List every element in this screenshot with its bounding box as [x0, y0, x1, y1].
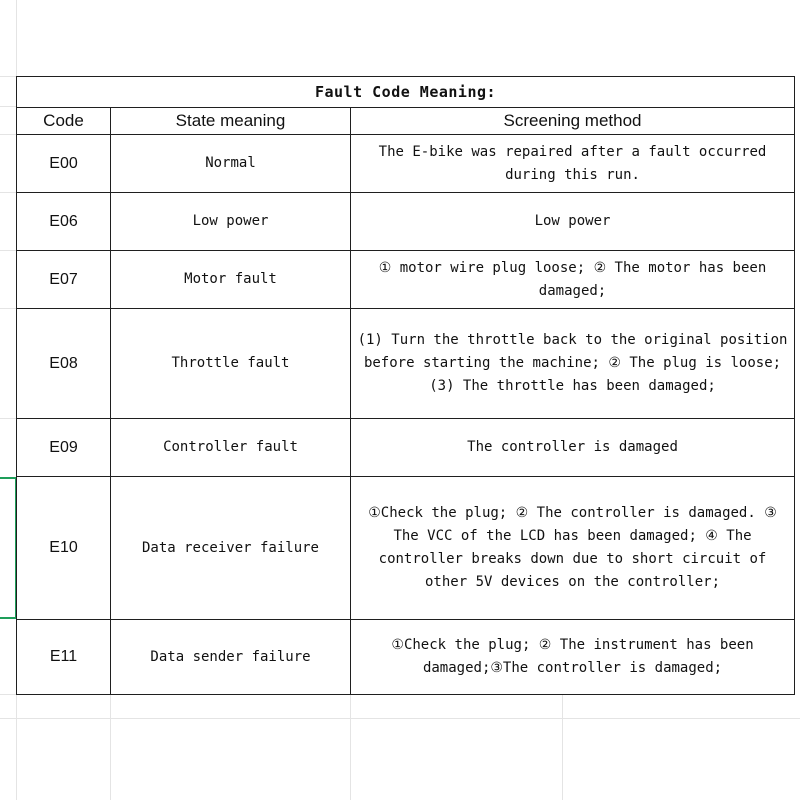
method-cell[interactable]: (1) Turn the throttle back to the original position before starting the machine; ② The plug is loose; (3) The throttle has been damaged;: [351, 309, 795, 419]
state-cell[interactable]: Data sender failure: [111, 620, 351, 695]
table-row: [17, 251, 795, 309]
grid-line: [0, 76, 16, 77]
table-row: [17, 620, 795, 695]
table-row: [17, 135, 795, 193]
code-cell[interactable]: E09: [17, 419, 111, 477]
grid-line: [0, 694, 16, 695]
method-cell[interactable]: ① motor wire plug loose; ② The motor has been damaged;: [351, 251, 795, 309]
grid-line: [0, 308, 16, 309]
method-cell[interactable]: ①Check the plug; ② The controller is damaged. ③ The VCC of the LCD has been damaged; ④ The controller breaks down due to short circuit of other 5V devices on the controller;: [351, 477, 795, 620]
state-cell[interactable]: Throttle fault: [111, 309, 351, 419]
fault-code-table: [16, 76, 795, 695]
table-row: [17, 419, 795, 477]
table-title[interactable]: Fault Code Meaning:: [17, 77, 795, 108]
state-cell[interactable]: Normal: [111, 135, 351, 193]
grid-line: [0, 106, 16, 107]
method-cell[interactable]: The controller is damaged: [351, 419, 795, 477]
grid-line: [0, 134, 16, 135]
code-cell[interactable]: E07: [17, 251, 111, 309]
header-code[interactable]: Code: [17, 108, 111, 135]
table-title-row: [17, 77, 795, 108]
table-row: [17, 477, 795, 620]
header-screening-method[interactable]: Screening method: [351, 108, 795, 135]
grid-line: [0, 192, 16, 193]
header-state-meaning[interactable]: State meaning: [111, 108, 351, 135]
method-cell[interactable]: The E-bike was repaired after a fault occurred during this run.: [351, 135, 795, 193]
table-header-row: [17, 108, 795, 135]
grid-line: [0, 718, 800, 719]
row-selection-highlight[interactable]: [0, 477, 17, 619]
state-cell[interactable]: Data receiver failure: [111, 477, 351, 620]
state-cell[interactable]: Motor fault: [111, 251, 351, 309]
grid-line: [0, 418, 16, 419]
grid-line: [110, 694, 111, 800]
table-row: [17, 309, 795, 419]
state-cell[interactable]: Controller fault: [111, 419, 351, 477]
grid-line: [350, 694, 351, 800]
method-cell[interactable]: ①Check the plug; ② The instrument has been damaged;③The controller is damaged;: [351, 620, 795, 695]
table-row: [17, 193, 795, 251]
grid-line: [562, 694, 563, 800]
grid-line: [0, 250, 16, 251]
code-cell[interactable]: E06: [17, 193, 111, 251]
method-cell[interactable]: Low power: [351, 193, 795, 251]
code-cell[interactable]: E10: [17, 477, 111, 620]
state-cell[interactable]: Low power: [111, 193, 351, 251]
code-cell[interactable]: E00: [17, 135, 111, 193]
code-cell[interactable]: E08: [17, 309, 111, 419]
code-cell[interactable]: E11: [17, 620, 111, 695]
